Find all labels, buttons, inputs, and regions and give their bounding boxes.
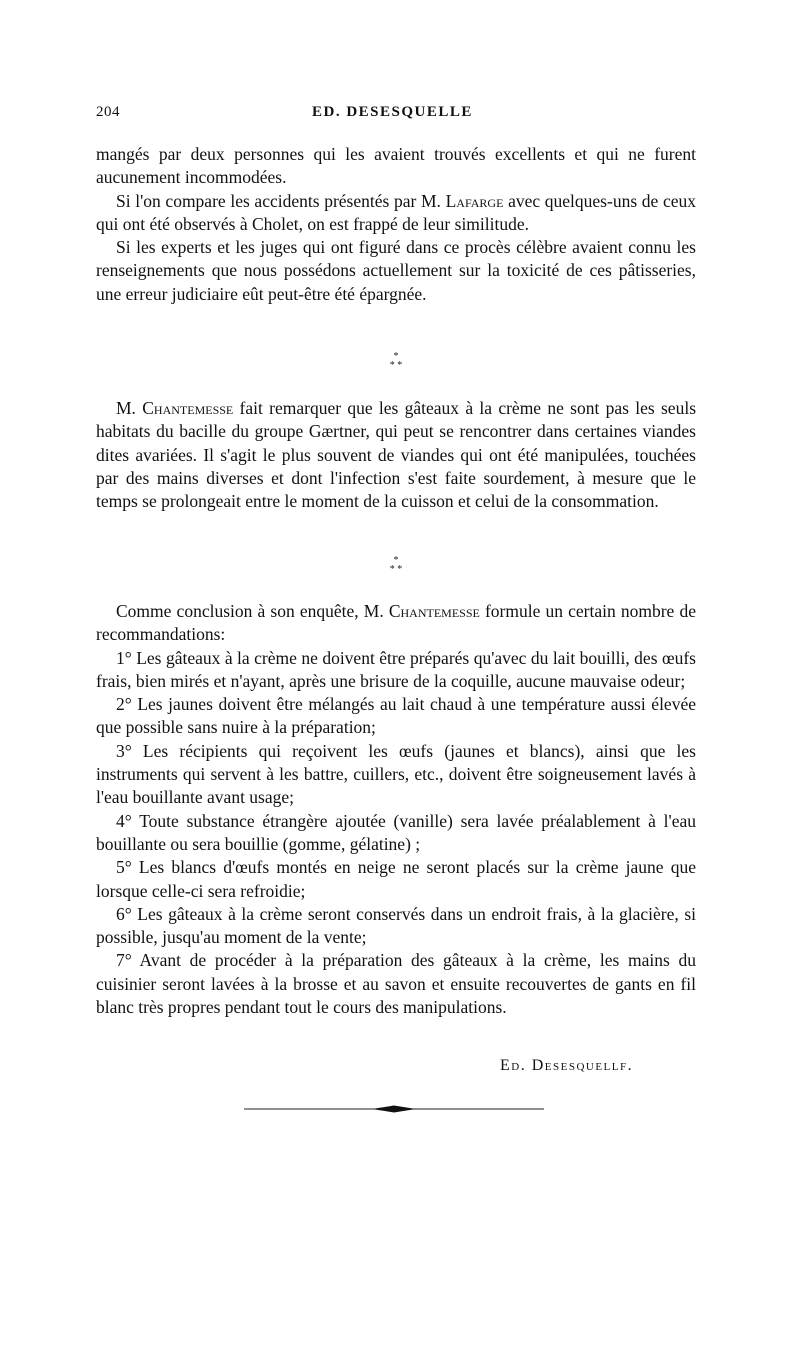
list-item: 6° Les gâteaux à la crème seront conservés dans un endroit frais, à la glacière, si possible, jusqu'au moment de la vente; <box>96 903 696 948</box>
page-number: 204 <box>96 104 120 120</box>
section-3 <box>96 600 696 1019</box>
section-2 <box>96 397 696 513</box>
paragraph: Comme conclusion à son enquête, M. Chantemesse formule un certain nombre de recommandations: <box>96 601 696 645</box>
list-item: 4° Toute substance étrangère ajoutée (vanille) sera lavée préalablement à l'eau bouillante ou sera bouillie (gomme, gélatine) ; <box>96 810 696 854</box>
end-ornament-rule <box>244 1105 544 1113</box>
paragraph: Si l'on compare les accidents présentés par M. Lafarge avec quelques-uns de ceux qui ont été observés à Cholet, on est frappé de leur similitude. <box>96 190 697 234</box>
list-item: 7° Avant de procéder à la préparation des gâteaux à la crème, les mains du cuisinier seront lavées à la brosse et au savon et ensuite recouvertes de gants en fil blanc très propres pendant tout le cours des manipulations. <box>96 950 696 1018</box>
list-item: 3° Les récipients qui reçoivent les œufs (jaunes et blancs), ainsi que les instruments qui servent à les battre, cuillers, etc., doivent être soigneusement lavés à l'eau bouillante avant usage; <box>96 740 696 808</box>
asterism-divider: * * * <box>389 555 403 575</box>
section-1 <box>96 143 696 306</box>
running-header <box>96 104 696 128</box>
list-item: 2° Les jaunes doivent être mélangés au lait chaud à une température aussi élevée que possible sans nuire à la préparation; <box>96 694 696 738</box>
signature: Ed. Desesquellf. <box>500 1057 634 1074</box>
asterism-divider: * * * <box>389 351 403 371</box>
list-item: 5° Les blancs d'œufs montés en neige ne seront placés sur la crème jaune que lorsque celle-ci sera refroidie; <box>96 857 696 901</box>
paragraph: Si les experts et les juges qui ont figuré dans ce procès célèbre avaient connu les renseignements que nous possédons actuellement sur la toxicité de ces pâtisseries, une erreur judiciaire eût peut-être été épargnée. <box>96 237 696 304</box>
author-name: Chantemesse <box>388 601 480 621</box>
list-item: 1° Les gâteaux à la crème ne doivent être préparés qu'avec du lait bouilli, des œufs frais, bien mirés et n'ayant, après une brisure de la coquille, aucune mauvaise odeur; <box>96 647 696 691</box>
paragraph: M. Chantemesse fait remarquer que les gâteaux à la crème ne sont pas les seuls habitats du bacille du groupe Gærtner, qui peut se rencontrer dans certaines viandes dites avariées. Il s'agit le plus souvent de viandes qui ont été manipulées, touchées par des mains diverses et dont l'infection s'est faite sourdement, à mesure que le temps se prolongeait entre le moment de la cuisson et celui de la consommation. <box>96 398 696 512</box>
author-name: Lafarge <box>445 190 504 211</box>
paragraph: mangés par deux personnes qui les avaient trouvés excellents et qui ne furent aucunement incommodées. <box>96 144 696 188</box>
running-title: ED. DESESQUELLE <box>312 104 473 120</box>
author-name: Chantemesse <box>142 398 234 418</box>
